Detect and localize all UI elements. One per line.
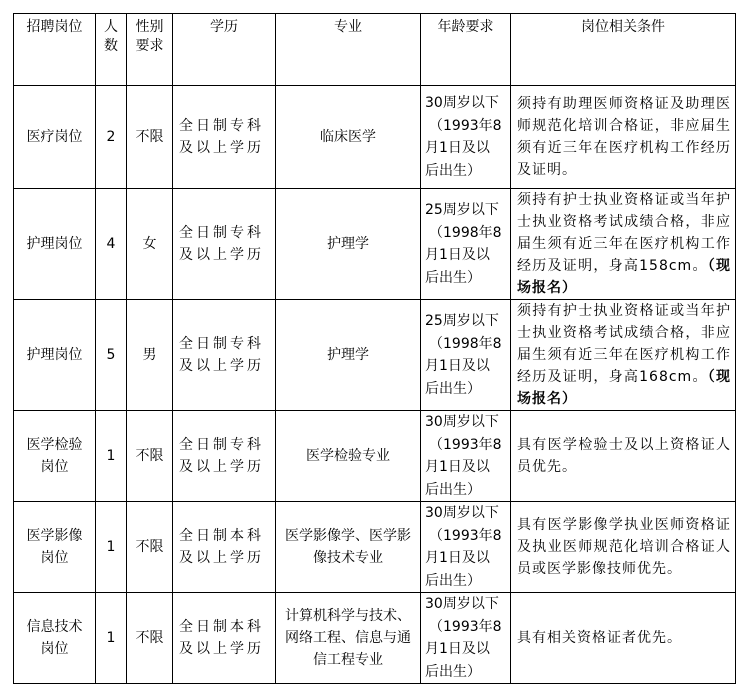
age-line: 后出生） [425,269,481,286]
conditions-cell [511,189,736,300]
post-line: 岗位 [40,641,69,657]
gender-cell: 不限 [127,593,173,684]
major-line: 临床医学 [320,129,376,145]
count-cell: 2 [96,86,127,189]
header-count-line: 数 [104,38,118,54]
age-line: 25周岁以下 [425,313,499,329]
education-cell [173,86,276,189]
conditions-text: 须持有护士执业资格证或当年护士执业资格考试成绩合格，非应届生须有近三年在医疗机构工作经历及证明，身高168cm。 [517,303,731,385]
education-line: 全日制专科 [179,118,264,134]
age-line: 后出生） [425,481,481,498]
count-cell: 1 [96,411,127,502]
header-age: 年龄要求 [421,14,511,86]
gender-cell: 女 [127,189,173,300]
header-count [96,14,127,86]
conditions-cell [511,593,736,684]
major-cell [276,593,421,684]
conditions-bold-note: （现场报名） [517,258,732,296]
count-cell: 1 [96,593,127,684]
education-line: 及以上学历 [179,459,264,475]
age-line: （1998年8 [429,224,502,241]
education-line: 及以上学历 [179,358,264,374]
age-line: 后出生） [425,663,481,680]
age-line: 30周岁以下 [425,414,499,430]
major-line: 网络工程、信息与通 [285,630,411,646]
education-line: 全日制专科 [179,225,264,241]
age-line: （1993年8 [429,527,502,544]
header-count-line: 人 [104,19,118,35]
age-cell [421,300,511,411]
age-line: 月1日及以 [425,358,490,374]
header-major: 专业 [276,14,421,86]
conditions-text: 须持有护士执业资格证或当年护士执业资格考试成绩合格，非应届生须有近三年在医疗机构工作经历及证明，身高158cm。 [517,192,731,274]
conditions-cell [511,86,736,189]
table-row [14,86,736,189]
conditions-text: 具有医学检验士及以上资格证人员优先。 [517,437,731,475]
header-education: 学历 [173,14,276,86]
header-gender-line: 要求 [135,38,164,54]
recruitment-table [13,13,736,684]
age-line: 30周岁以下 [425,505,499,521]
gender-cell: 不限 [127,411,173,502]
major-cell [276,300,421,411]
education-line: 全日制专科 [179,437,264,453]
conditions-text: 须持有助理医师资格证及助理医师规范化培训合格证，非应届生须有近三年在医疗机构工作经历及证明。 [517,96,731,178]
gender-cell: 男 [127,300,173,411]
header-row [14,14,736,86]
education-line: 及以上学历 [179,641,264,657]
age-line: （1993年8 [429,117,502,134]
conditions-cell [511,300,736,411]
age-line: （1993年8 [429,618,502,635]
education-cell [173,189,276,300]
age-line: 月1日及以 [425,550,490,566]
education-line: 全日制专科 [179,336,264,352]
post-line: 医疗岗位 [26,129,83,145]
education-cell [173,593,276,684]
major-line: 信工程专业 [313,652,383,668]
age-line: 25周岁以下 [425,202,499,218]
gender-cell: 不限 [127,86,173,189]
education-cell [173,411,276,502]
count-cell: 5 [96,300,127,411]
count-cell: 4 [96,189,127,300]
age-line: 月1日及以 [425,459,490,475]
major-cell [276,86,421,189]
age-cell [421,411,511,502]
major-line: 护理学 [327,236,369,252]
age-line: 月1日及以 [425,247,490,263]
table-row [14,189,736,300]
post-line: 信息技术 [26,619,83,635]
age-line: （1993年8 [429,436,502,453]
major-line: 医学检验专业 [306,448,390,464]
post-cell [14,593,96,684]
gender-cell: 不限 [127,502,173,593]
education-line: 及以上学历 [179,140,264,156]
major-line: 计算机科学与技术、 [285,608,411,624]
age-line: 30周岁以下 [425,596,499,612]
age-line: 后出生） [425,162,481,179]
education-line: 及以上学历 [179,550,264,566]
conditions-cell [511,411,736,502]
age-cell [421,86,511,189]
education-cell [173,300,276,411]
education-line: 全日制本科 [179,619,264,635]
major-cell [276,502,421,593]
post-line: 医学影像 [26,528,83,544]
post-cell [14,411,96,502]
header-conditions: 岗位相关条件 [511,14,736,86]
header-gender-line: 性别 [135,19,164,35]
major-cell [276,189,421,300]
conditions-text: 具有医学影像学执业医师资格证及执业医师规范化培训合格证人员或医学影像技师优先。 [517,517,731,577]
post-line: 岗位 [40,550,69,566]
table-row [14,593,736,684]
education-line: 全日制本科 [179,528,264,544]
post-line: 岗位 [40,459,69,475]
conditions-bold-note: （现场报名） [517,369,732,407]
education-cell [173,502,276,593]
count-cell: 1 [96,502,127,593]
age-cell [421,189,511,300]
table-row [14,300,736,411]
major-cell [276,411,421,502]
post-line: 医学检验 [26,437,83,453]
post-line: 护理岗位 [26,347,83,363]
education-line: 及以上学历 [179,247,264,263]
post-cell [14,189,96,300]
table-row [14,411,736,502]
major-line: 医学影像学、医学影 [285,528,411,544]
post-cell [14,300,96,411]
major-line: 像技术专业 [313,550,383,566]
post-cell [14,502,96,593]
header-gender [127,14,173,86]
conditions-text: 具有相关资格证者优先。 [517,630,682,646]
post-cell [14,86,96,189]
age-cell [421,502,511,593]
age-line: 后出生） [425,572,481,589]
conditions-cell [511,502,736,593]
post-line: 护理岗位 [26,236,83,252]
table-row [14,502,736,593]
header-post: 招聘岗位 [14,14,96,86]
major-line: 护理学 [327,347,369,363]
age-line: 后出生） [425,380,481,397]
age-line: （1998年8 [429,335,502,352]
age-cell [421,593,511,684]
age-line: 30周岁以下 [425,95,499,111]
age-line: 月1日及以 [425,641,490,657]
age-line: 月1日及以 [425,140,490,156]
